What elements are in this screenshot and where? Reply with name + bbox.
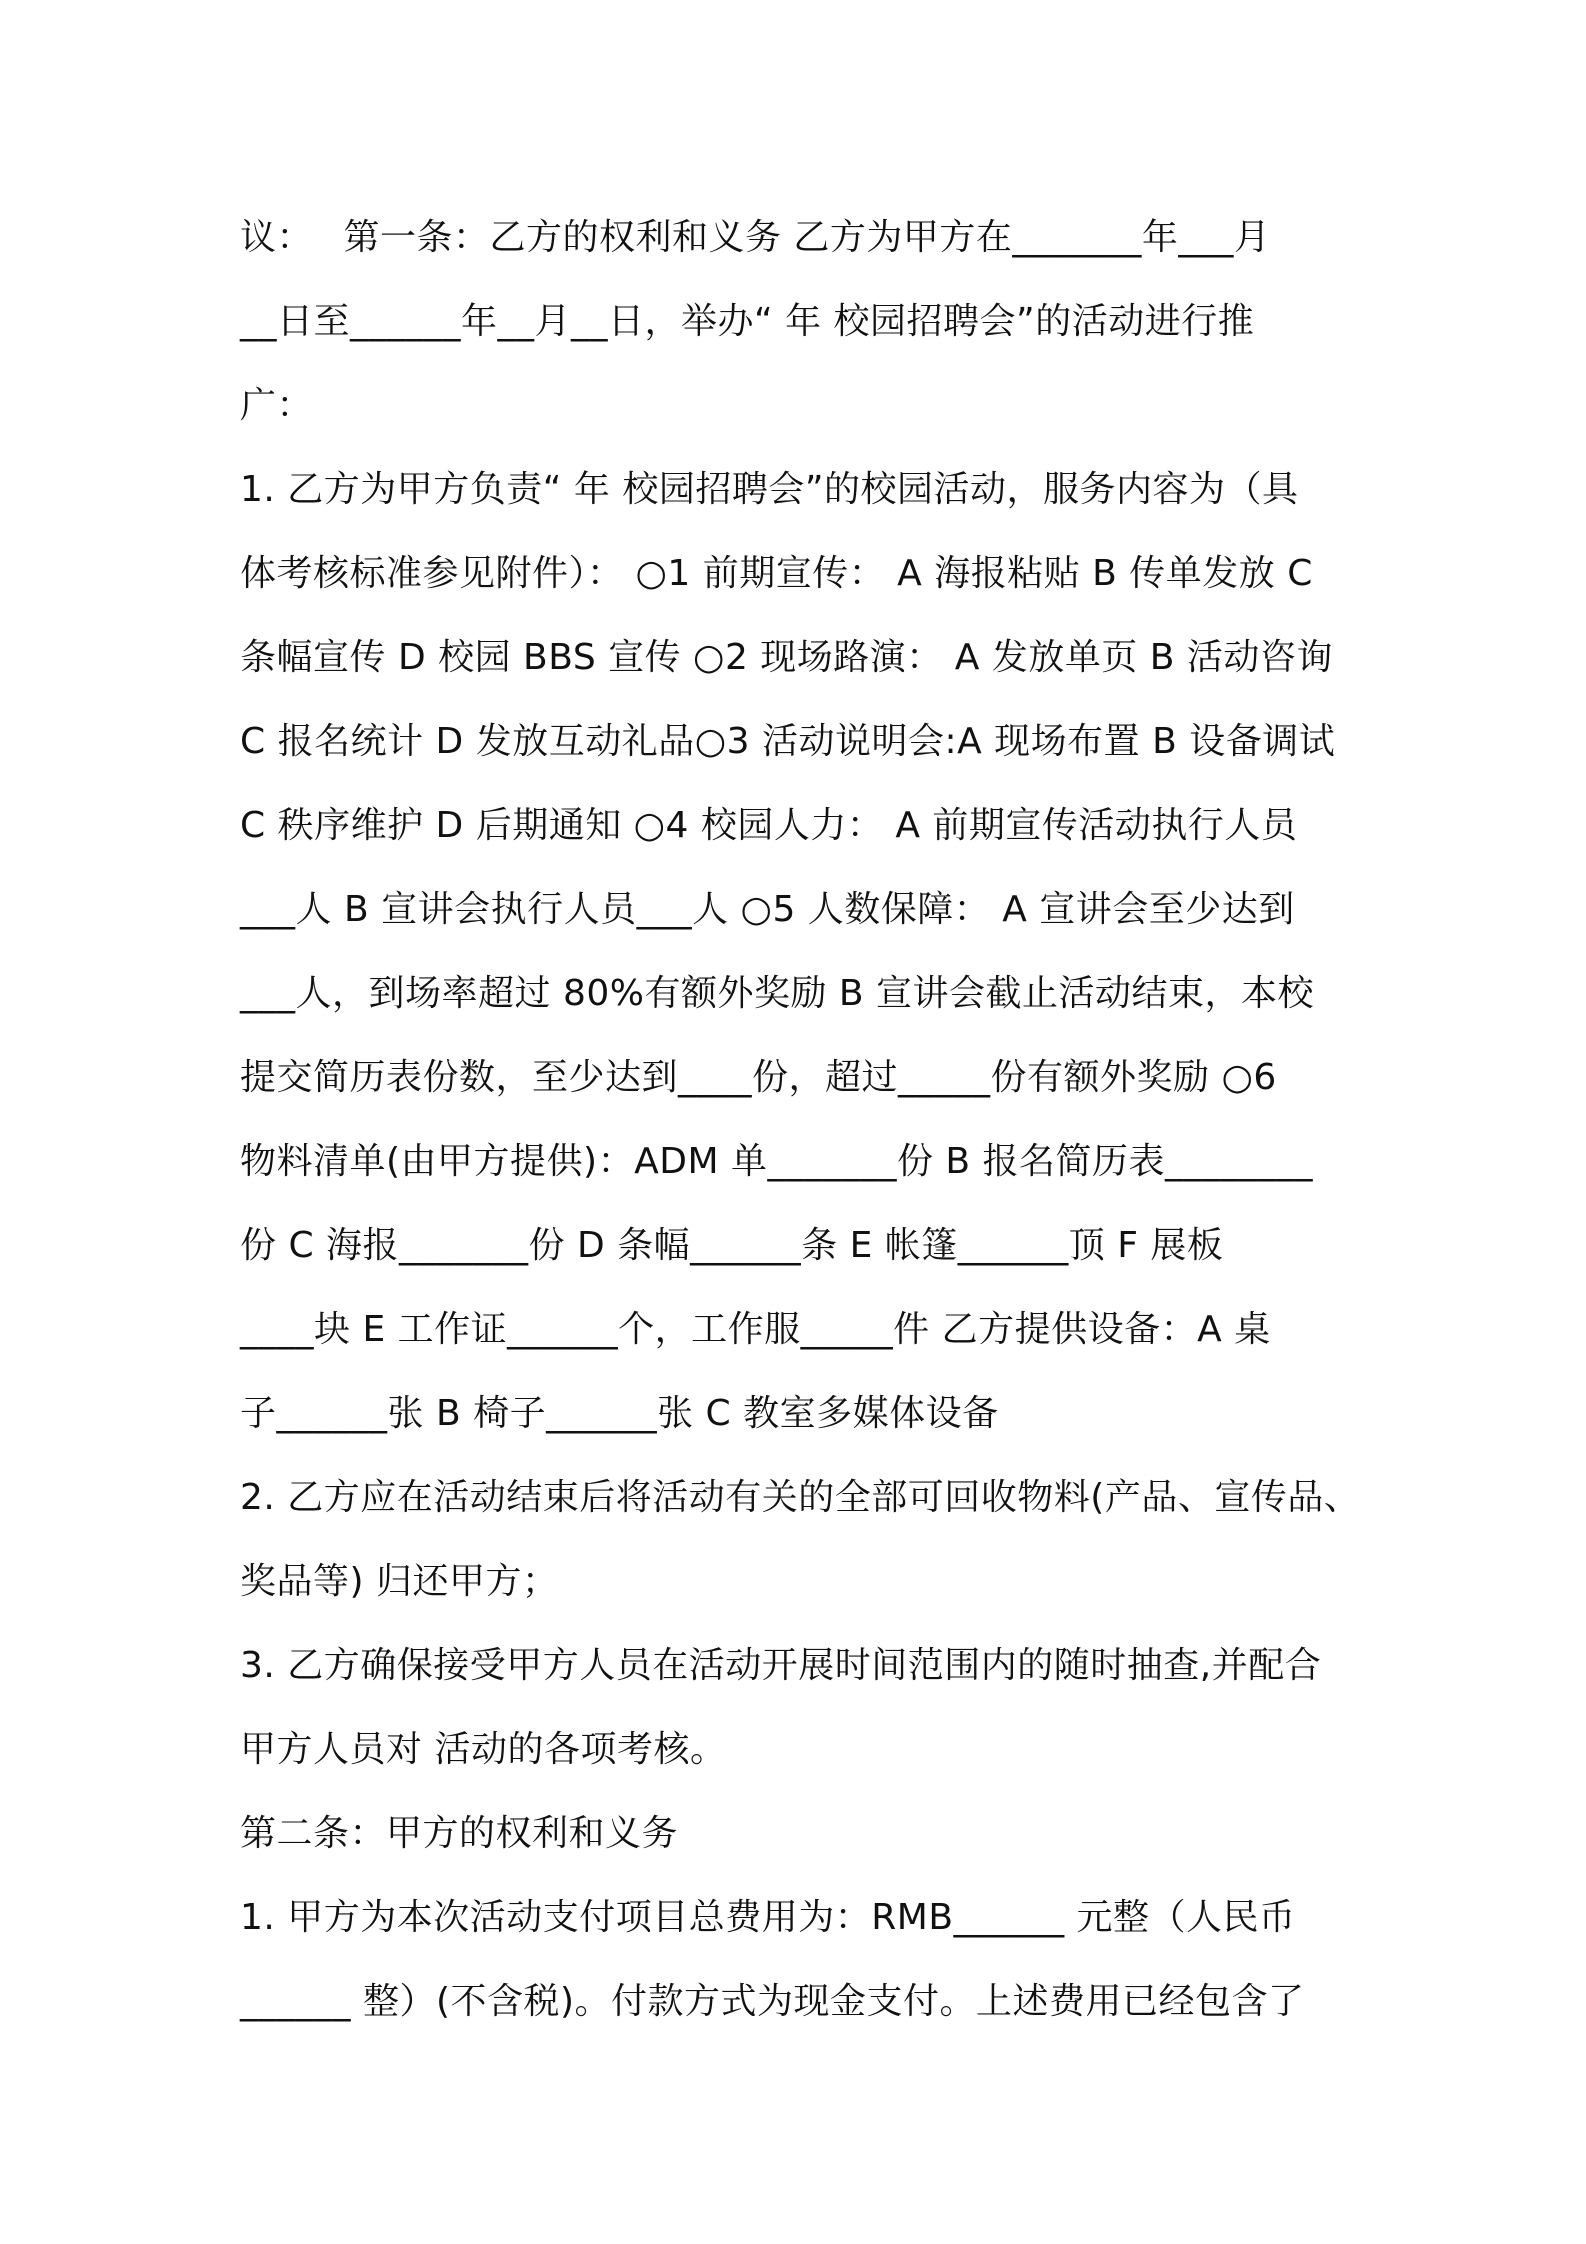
text-line: 提交简历表份数，至少达到____份，超过_____份有额外奖励 ○6	[240, 1057, 1277, 1098]
text-line: ___人，到场率超过 80%有额外奖励 B 宣讲会截止活动结束，本校	[240, 973, 1315, 1014]
text-line: ____块 E 工作证______个，工作服_____件 乙方提供设备：A 桌	[240, 1309, 1271, 1350]
text-line: 奖品等) 归还甲方；	[240, 1561, 559, 1602]
text-line: C 报名统计 D 发放互动礼品○3 活动说明会:A 现场布置 B 设备调试	[240, 721, 1336, 762]
text-line: 条幅宣传 D 校园 BBS 宣传 ○2 现场路演： A 发放单页 B 活动咨询	[240, 637, 1333, 678]
text-line: ___人 B 宣讲会执行人员___人 ○5 人数保障： A 宣讲会至少达到	[240, 889, 1295, 930]
text-line: 体考核标准参见附件）： ○1 前期宣传： A 海报粘贴 B 传单发放 C	[240, 553, 1313, 594]
text-line: 议： 第一条：乙方的权利和义务 乙方为甲方在_______年___月	[240, 217, 1271, 258]
text-line: 甲方人员对 活动的各项考核。	[240, 1729, 727, 1770]
document-body	[240, 196, 1360, 2044]
text-line: 份 C 海报_______份 D 条幅______条 E 帐篷______顶 F 展板	[240, 1225, 1224, 1266]
text-line: 2. 乙方应在活动结束后将活动有关的全部可回收物料(产品、宣传品、	[240, 1477, 1361, 1518]
text-line: 3. 乙方确保接受甲方人员在活动开展时间范围内的随时抽查,并配合	[240, 1645, 1322, 1686]
text-line: 物料清单(由甲方提供)：ADM 单_______份 B 报名简历表________	[240, 1141, 1314, 1182]
text-line: 广：	[240, 385, 314, 426]
text-line: C 秩序维护 D 后期通知 ○4 校园人力： A 前期宣传活动执行人员	[240, 805, 1298, 846]
text-line: 1. 乙方为甲方负责“ 年 校园招聘会”的校园活动，服务内容为（具	[240, 469, 1299, 510]
text-line: 1. 甲方为本次活动支付项目总费用为：RMB______ 元整（人民币	[240, 1897, 1296, 1938]
text-line: 第二条：甲方的权利和义务	[240, 1813, 679, 1854]
text-line: 子______张 B 椅子______张 C 教室多媒体设备	[240, 1393, 999, 1434]
text-line: ______ 整）(不含税)。付款方式为现金支付。上述费用已经包含了	[240, 1981, 1305, 2022]
text-line: __日至______年__月__日，举办“ 年 校园招聘会”的活动进行推	[240, 301, 1255, 342]
